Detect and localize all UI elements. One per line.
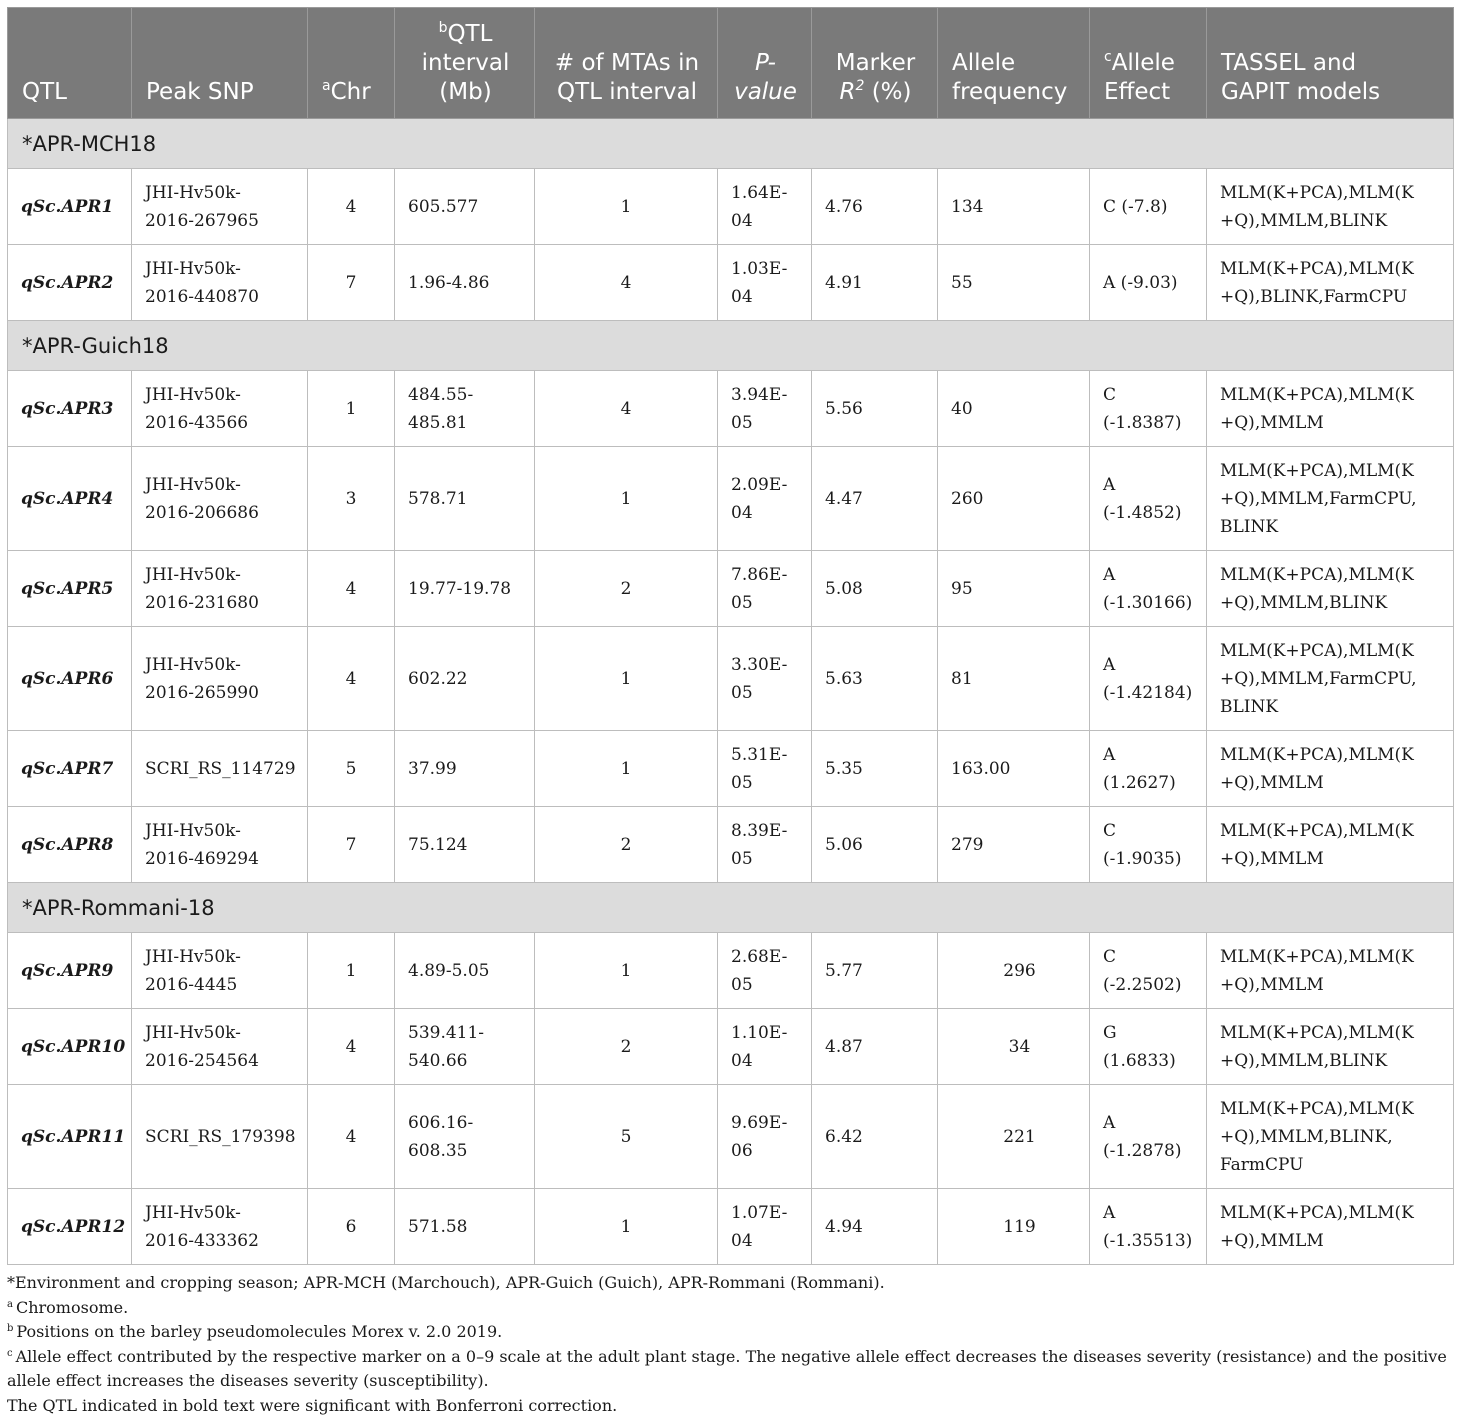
peak-snp-cell [132, 551, 308, 627]
pvalue-cell-line: 04 [731, 502, 753, 523]
allele-effect-cell-line: (-1.9035) [1103, 848, 1182, 869]
allele-frequency-cell: 34 [938, 1009, 1090, 1085]
chr-cell: 5 [308, 731, 395, 807]
table-row [8, 731, 1454, 807]
header-peak-snp: Peak SNP [132, 8, 308, 119]
peak-snp-cell-line: 2016-206686 [145, 502, 259, 523]
interval-cell [395, 933, 535, 1009]
peak-snp-cell [132, 245, 308, 321]
mtas-cell: 1 [535, 447, 718, 551]
qtl-cell: qSc.APR5 [8, 551, 132, 627]
interval-cell [395, 1009, 535, 1085]
models-cell-line: MLM(K+PCA),MLM(K [1220, 384, 1414, 405]
table-row [8, 933, 1454, 1009]
section-label: *APR-MCH18 [8, 119, 1454, 169]
allele-effect-cell-line: (-1.2878) [1103, 1140, 1182, 1161]
pvalue-cell [718, 1085, 812, 1189]
section-label: *APR-Guich18 [8, 321, 1454, 371]
footnote-b: $^b$ Positions on the barley pseudomolecules Morex v. 2.0 2019. [7, 1322, 503, 1341]
interval-cell [395, 169, 535, 245]
interval-cell-line: 484.55- [408, 384, 474, 405]
chr-cell: 4 [308, 627, 395, 731]
r2-cell: 4.87 [812, 1009, 938, 1085]
models-cell-line: +Q),MMLM [1220, 848, 1324, 869]
models-cell-line: MLM(K+PCA),MLM(K [1220, 820, 1414, 841]
chr-cell: 4 [308, 1009, 395, 1085]
interval-cell [395, 447, 535, 551]
allele-effect-cell-line: A (-9.03) [1103, 272, 1178, 293]
chr-cell: 3 [308, 447, 395, 551]
pvalue-cell-line: 04 [731, 210, 753, 231]
table-row [8, 371, 1454, 447]
pvalue-cell-line: 3.30E- [731, 654, 788, 675]
pvalue-cell-line: 1.10E- [731, 1022, 788, 1043]
allele-frequency-cell: 296 [938, 933, 1090, 1009]
pvalue-cell-line: 05 [731, 592, 753, 613]
peak-snp-cell-line: 2016-267965 [145, 210, 259, 231]
allele-effect-cell-line: G [1103, 1022, 1117, 1043]
pvalue-cell-line: 2.68E- [731, 946, 788, 967]
table-row [8, 1009, 1454, 1085]
interval-cell-line: 19.77-19.78 [408, 578, 512, 599]
r2-cell: 4.47 [812, 447, 938, 551]
qtl-cell: qSc.APR2 [8, 245, 132, 321]
interval-cell-line: 606.16- [408, 1112, 474, 1133]
models-cell-line: +Q),MMLM,FarmCPU, [1220, 488, 1417, 509]
allele-effect-cell-line: C [1103, 820, 1117, 841]
mtas-cell: 2 [535, 807, 718, 883]
section-row [8, 883, 1454, 933]
peak-snp-cell [132, 1009, 308, 1085]
allele-effect-cell-line: A [1103, 744, 1116, 765]
pvalue-cell [718, 245, 812, 321]
models-cell-line: +Q),MMLM [1220, 412, 1324, 433]
interval-cell-line: 602.22 [408, 668, 468, 689]
allele-effect-cell [1090, 169, 1207, 245]
qtl-cell: qSc.APR1 [8, 169, 132, 245]
pvalue-cell-line: 1.03E- [731, 258, 788, 279]
footnotes [7, 1271, 1453, 1418]
allele-effect-cell-line: C [1103, 946, 1117, 967]
r2-cell: 4.91 [812, 245, 938, 321]
interval-cell-line: 605.577 [408, 196, 479, 217]
interval-cell [395, 807, 535, 883]
allele-effect-cell-line: A [1103, 564, 1116, 585]
models-cell-line: MLM(K+PCA),MLM(K [1220, 258, 1414, 279]
interval-cell [395, 627, 535, 731]
r2-cell: 4.76 [812, 169, 938, 245]
allele-effect-cell-line: (-1.35513) [1103, 1230, 1193, 1251]
allele-effect-cell-line: (-1.42184) [1103, 682, 1193, 703]
interval-cell-line: 4.89-5.05 [408, 960, 490, 981]
footnote-a: $^a$ Chromosome. [7, 1297, 129, 1317]
pvalue-cell-line: 04 [731, 1050, 753, 1071]
peak-snp-cell-line: JHI-Hv50k- [145, 820, 241, 841]
r2-cell: 5.56 [812, 371, 938, 447]
pvalue-cell-line: 7.86E- [731, 564, 788, 585]
interval-cell-line: 37.99 [408, 758, 457, 779]
chr-cell: 1 [308, 371, 395, 447]
pvalue-cell-line: 8.39E- [731, 820, 788, 841]
r2-cell: 5.35 [812, 731, 938, 807]
allele-effect-cell-line: A [1103, 654, 1116, 675]
interval-cell-line: 539.411- [408, 1022, 485, 1043]
peak-snp-cell-line: 2016-254564 [145, 1050, 259, 1071]
peak-snp-cell [132, 627, 308, 731]
qtl-cell: qSc.APR9 [8, 933, 132, 1009]
allele-frequency-cell: 279 [938, 807, 1090, 883]
table-row [8, 1189, 1454, 1265]
allele-effect-cell-line: C (-7.8) [1103, 196, 1168, 217]
allele-effect-cell-line: (-2.2502) [1103, 974, 1182, 995]
allele-frequency-cell: 40 [938, 371, 1090, 447]
peak-snp-cell-line: 2016-265990 [145, 682, 259, 703]
interval-cell [395, 371, 535, 447]
table-row [8, 169, 1454, 245]
mtas-cell: 2 [535, 1009, 718, 1085]
chr-cell: 1 [308, 933, 395, 1009]
models-cell [1207, 933, 1454, 1009]
peak-snp-cell-line: 2016-469294 [145, 848, 259, 869]
peak-snp-cell-line: 2016-440870 [145, 286, 259, 307]
allele-frequency-cell: 55 [938, 245, 1090, 321]
models-cell-line: +Q),MMLM,BLINK [1220, 592, 1388, 613]
peak-snp-cell-line: JHI-Hv50k- [145, 564, 241, 585]
header-qtl-interval: $^b$QTL interval (Mb) [395, 8, 535, 119]
allele-frequency-cell: 163.00 [938, 731, 1090, 807]
models-cell-line: +Q),MMLM [1220, 1230, 1324, 1251]
models-cell [1207, 807, 1454, 883]
allele-frequency-cell: 81 [938, 627, 1090, 731]
allele-effect-cell-line: (-1.8387) [1103, 412, 1182, 433]
models-cell [1207, 1009, 1454, 1085]
mtas-cell: 1 [535, 627, 718, 731]
allele-frequency-cell: 119 [938, 1189, 1090, 1265]
peak-snp-cell-line: 2016-433362 [145, 1230, 259, 1251]
allele-effect-cell-line: C [1103, 384, 1117, 405]
allele-effect-cell-line: (-1.4852) [1103, 502, 1182, 523]
pvalue-cell-line: 05 [731, 974, 753, 995]
allele-effect-cell [1090, 1009, 1207, 1085]
peak-snp-cell-line: JHI-Hv50k- [145, 1022, 241, 1043]
qtl-cell: qSc.APR3 [8, 371, 132, 447]
peak-snp-cell-line: SCRI_RS_179398 [145, 1126, 296, 1147]
pvalue-cell [718, 1189, 812, 1265]
header-row [8, 8, 1454, 119]
peak-snp-cell [132, 933, 308, 1009]
r2-cell: 5.08 [812, 551, 938, 627]
models-cell-line: +Q),MMLM,BLINK [1220, 210, 1388, 231]
models-cell [1207, 1085, 1454, 1189]
mtas-cell: 5 [535, 1085, 718, 1189]
pvalue-cell-line: 1.64E- [731, 182, 788, 203]
models-cell-line: +Q),MMLM,BLINK, [1220, 1126, 1393, 1147]
qtl-cell: qSc.APR10 [8, 1009, 132, 1085]
models-cell [1207, 551, 1454, 627]
interval-cell-line: 608.35 [408, 1140, 468, 1161]
pvalue-cell-line: 5.31E- [731, 744, 788, 765]
qtl-cell: qSc.APR11 [8, 1085, 132, 1189]
footnote-environment: *Environment and cropping season; APR-MCH (Marchouch), APR-Guich (Guich), APR-Rommani (Rommani). [7, 1273, 885, 1292]
header-models: TASSEL and GAPIT models [1207, 8, 1454, 119]
interval-cell [395, 1085, 535, 1189]
allele-effect-cell [1090, 807, 1207, 883]
models-cell-line: MLM(K+PCA),MLM(K [1220, 182, 1414, 203]
models-cell [1207, 627, 1454, 731]
models-cell-line: +Q),MMLM,BLINK [1220, 1050, 1388, 1071]
allele-effect-cell [1090, 1085, 1207, 1189]
qtl-cell: qSc.APR8 [8, 807, 132, 883]
models-cell-line: BLINK [1220, 696, 1279, 717]
pvalue-cell-line: 05 [731, 772, 753, 793]
models-cell [1207, 447, 1454, 551]
r2-cell: 5.77 [812, 933, 938, 1009]
peak-snp-cell-line: SCRI_RS_114729 [145, 758, 296, 779]
interval-cell [395, 731, 535, 807]
r2-cell: 5.63 [812, 627, 938, 731]
pvalue-cell [718, 731, 812, 807]
mtas-cell: 1 [535, 933, 718, 1009]
pvalue-cell [718, 627, 812, 731]
header-allele-frequency: Allele frequency [938, 8, 1090, 119]
interval-cell-line: 485.81 [408, 412, 468, 433]
header-pvalue: P- value [718, 8, 812, 119]
models-cell [1207, 169, 1454, 245]
pvalue-cell [718, 807, 812, 883]
qtl-cell: qSc.APR12 [8, 1189, 132, 1265]
pvalue-cell [718, 447, 812, 551]
allele-effect-cell [1090, 731, 1207, 807]
peak-snp-cell [132, 1189, 308, 1265]
pvalue-cell [718, 551, 812, 627]
models-cell-line: MLM(K+PCA),MLM(K [1220, 640, 1414, 661]
models-cell-line: +Q),MMLM [1220, 974, 1324, 995]
models-cell-line: MLM(K+PCA),MLM(K [1220, 1098, 1414, 1119]
pvalue-cell-line: 3.94E- [731, 384, 788, 405]
section-row [8, 321, 1454, 371]
peak-snp-cell-line: JHI-Hv50k- [145, 182, 241, 203]
qtl-table [7, 7, 1454, 1265]
header-allele-effect: $^c$Allele Effect [1090, 8, 1207, 119]
interval-cell [395, 245, 535, 321]
models-cell-line: +Q),MMLM,FarmCPU, [1220, 668, 1417, 689]
pvalue-cell-line: 9.69E- [731, 1112, 788, 1133]
footnote-c: $^c$ Allele effect contributed by the respective marker on a 0–9 scale at the adult plant stage. The negative allele effect decreases the diseases severity (resistance) and the positive allele effect increases the diseases severity (susceptibility). [7, 1346, 1447, 1390]
pvalue-cell [718, 933, 812, 1009]
allele-frequency-cell: 260 [938, 447, 1090, 551]
peak-snp-cell-line: 2016-43566 [145, 412, 249, 433]
allele-effect-cell-line: A [1103, 1202, 1116, 1223]
chr-cell: 4 [308, 1085, 395, 1189]
mtas-cell: 4 [535, 245, 718, 321]
allele-frequency-cell: 221 [938, 1085, 1090, 1189]
peak-snp-cell [132, 371, 308, 447]
models-cell [1207, 245, 1454, 321]
pvalue-cell-line: 05 [731, 412, 753, 433]
models-cell-line: MLM(K+PCA),MLM(K [1220, 946, 1414, 967]
peak-snp-cell-line: JHI-Hv50k- [145, 946, 241, 967]
allele-effect-cell [1090, 1189, 1207, 1265]
pvalue-cell-line: 2.09E- [731, 474, 788, 495]
models-cell-line: MLM(K+PCA),MLM(K [1220, 460, 1414, 481]
section-label: *APR-Rommani-18 [8, 883, 1454, 933]
peak-snp-cell-line: JHI-Hv50k- [145, 384, 241, 405]
models-cell-line: MLM(K+PCA),MLM(K [1220, 1022, 1414, 1043]
peak-snp-cell [132, 169, 308, 245]
peak-snp-cell-line: JHI-Hv50k- [145, 474, 241, 495]
allele-effect-cell [1090, 245, 1207, 321]
mtas-cell: 1 [535, 169, 718, 245]
pvalue-cell-line: 1.07E- [731, 1202, 788, 1223]
allele-frequency-cell: 95 [938, 551, 1090, 627]
interval-cell [395, 551, 535, 627]
pvalue-cell-line: 04 [731, 286, 753, 307]
allele-effect-cell [1090, 447, 1207, 551]
allele-effect-cell-line: (-1.30166) [1103, 592, 1193, 613]
footnote-bold: The QTL indicated in bold text were significant with Bonferroni correction. [7, 1395, 618, 1415]
header-marker-r2: Marker $R^2$ (%) [812, 8, 938, 119]
peak-snp-cell-line: 2016-4445 [145, 974, 238, 995]
qtl-table-container [7, 7, 1453, 1418]
peak-snp-cell [132, 731, 308, 807]
allele-effect-cell-line: (1.2627) [1103, 772, 1176, 793]
allele-effect-cell [1090, 371, 1207, 447]
mtas-cell: 1 [535, 1189, 718, 1265]
header-qtl: QTL [8, 8, 132, 119]
interval-cell [395, 1189, 535, 1265]
table-row [8, 447, 1454, 551]
peak-snp-cell [132, 807, 308, 883]
pvalue-cell-line: 05 [731, 848, 753, 869]
chr-cell: 4 [308, 551, 395, 627]
chr-cell: 7 [308, 245, 395, 321]
models-cell-line: +Q),BLINK,FarmCPU [1220, 286, 1408, 307]
table-row [8, 627, 1454, 731]
models-cell [1207, 731, 1454, 807]
models-cell-line: MLM(K+PCA),MLM(K [1220, 744, 1414, 765]
r2-cell: 4.94 [812, 1189, 938, 1265]
mtas-cell: 1 [535, 731, 718, 807]
table-body [8, 119, 1454, 1265]
header-chr: $^a$Chr [308, 8, 395, 119]
allele-effect-cell-line: A [1103, 474, 1116, 495]
interval-cell-line: 75.124 [408, 834, 468, 855]
allele-frequency-cell: 134 [938, 169, 1090, 245]
peak-snp-cell-line: JHI-Hv50k- [145, 1202, 241, 1223]
mtas-cell: 2 [535, 551, 718, 627]
interval-cell-line: 578.71 [408, 488, 468, 509]
pvalue-cell [718, 1009, 812, 1085]
peak-snp-cell [132, 447, 308, 551]
models-cell-line: BLINK [1220, 516, 1279, 537]
chr-cell: 6 [308, 1189, 395, 1265]
chr-cell: 7 [308, 807, 395, 883]
pvalue-cell-line: 06 [731, 1140, 753, 1161]
interval-cell-line: 540.66 [408, 1050, 468, 1071]
r2-cell: 6.42 [812, 1085, 938, 1189]
allele-effect-cell [1090, 551, 1207, 627]
allele-effect-cell [1090, 627, 1207, 731]
peak-snp-cell-line: 2016-231680 [145, 592, 259, 613]
models-cell-line: MLM(K+PCA),MLM(K [1220, 564, 1414, 585]
r2-cell: 5.06 [812, 807, 938, 883]
allele-effect-cell-line: A [1103, 1112, 1116, 1133]
peak-snp-cell-line: JHI-Hv50k- [145, 258, 241, 279]
models-cell [1207, 1189, 1454, 1265]
peak-snp-cell [132, 1085, 308, 1189]
pvalue-cell [718, 371, 812, 447]
table-row [8, 1085, 1454, 1189]
chr-cell: 4 [308, 169, 395, 245]
allele-effect-cell-line: (1.6833) [1103, 1050, 1176, 1071]
qtl-cell: qSc.APR7 [8, 731, 132, 807]
interval-cell-line: 1.96-4.86 [408, 272, 490, 293]
section-row [8, 119, 1454, 169]
models-cell-line: +Q),MMLM [1220, 772, 1324, 793]
pvalue-cell [718, 169, 812, 245]
peak-snp-cell-line: JHI-Hv50k- [145, 654, 241, 675]
allele-effect-cell [1090, 933, 1207, 1009]
models-cell [1207, 371, 1454, 447]
table-row [8, 807, 1454, 883]
header-mtas: # of MTAs in QTL interval [535, 8, 718, 119]
mtas-cell: 4 [535, 371, 718, 447]
pvalue-cell-line: 04 [731, 1230, 753, 1251]
qtl-cell: qSc.APR6 [8, 627, 132, 731]
pvalue-cell-line: 05 [731, 682, 753, 703]
interval-cell-line: 571.58 [408, 1216, 468, 1237]
table-row [8, 245, 1454, 321]
qtl-cell: qSc.APR4 [8, 447, 132, 551]
models-cell-line: FarmCPU [1220, 1154, 1304, 1175]
table-row [8, 551, 1454, 627]
models-cell-line: MLM(K+PCA),MLM(K [1220, 1202, 1414, 1223]
